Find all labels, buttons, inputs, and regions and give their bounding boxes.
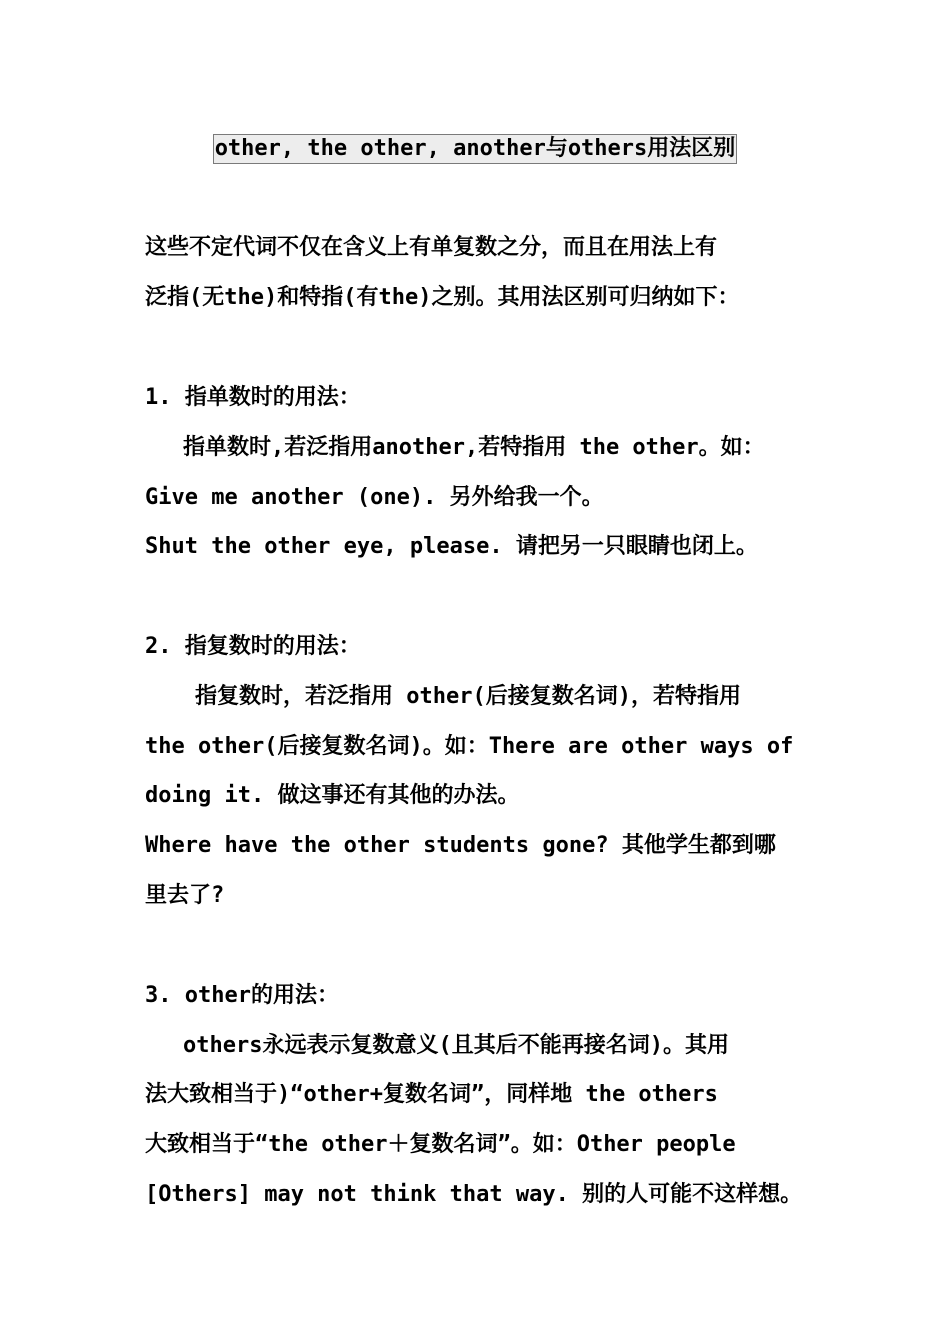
section1-line-1: 指单数时,若泛指用another,若特指用 the other。如： [183, 435, 765, 460]
section2-heading: 2. 指复数时的用法： [145, 634, 361, 659]
section2-line-3: doing it. 做这事还有其他的办法。 [145, 783, 520, 808]
document-title: other, the other, another与others用法区别 [213, 134, 738, 164]
section1-heading: 1. 指单数时的用法： [145, 385, 361, 410]
section3-line-2: 法大致相当于)“other+复数名词”，同样地 the others [145, 1082, 718, 1107]
intro-line-2: 泛指(无the)和特指(有the)之别。其用法区别可归纳如下： [145, 285, 740, 310]
section1-line-2: Give me another (one). 另外给我一个。 [145, 485, 604, 510]
section3-line-3: 大致相当于“the other＋复数名词”。如：Other people [145, 1132, 736, 1157]
section1-line-3: Shut the other eye, please. 请把另一只眼睛也闭上。 [145, 534, 758, 559]
section2-line-5: 里去了? [145, 883, 225, 908]
section2-line-1: 指复数时，若泛指用 other(后接复数名词)，若特指用 [195, 684, 741, 709]
title-container [0, 134, 950, 164]
section2-line-4: Where have the other students gone? 其他学生都到哪 [145, 833, 776, 858]
section3-line-1: others永远表示复数意义(且其后不能再接名词)。其用 [183, 1033, 729, 1058]
section3-line-4: [Others] may not think that way. 别的人可能不这样想。 [145, 1182, 803, 1207]
section3-heading: 3. other的用法： [145, 983, 339, 1008]
section2-line-2: the other(后接复数名词)。如：There are other ways of [145, 734, 794, 759]
intro-line-1: 这些不定代词不仅在含义上有单复数之分，而且在用法上有 [145, 235, 718, 260]
